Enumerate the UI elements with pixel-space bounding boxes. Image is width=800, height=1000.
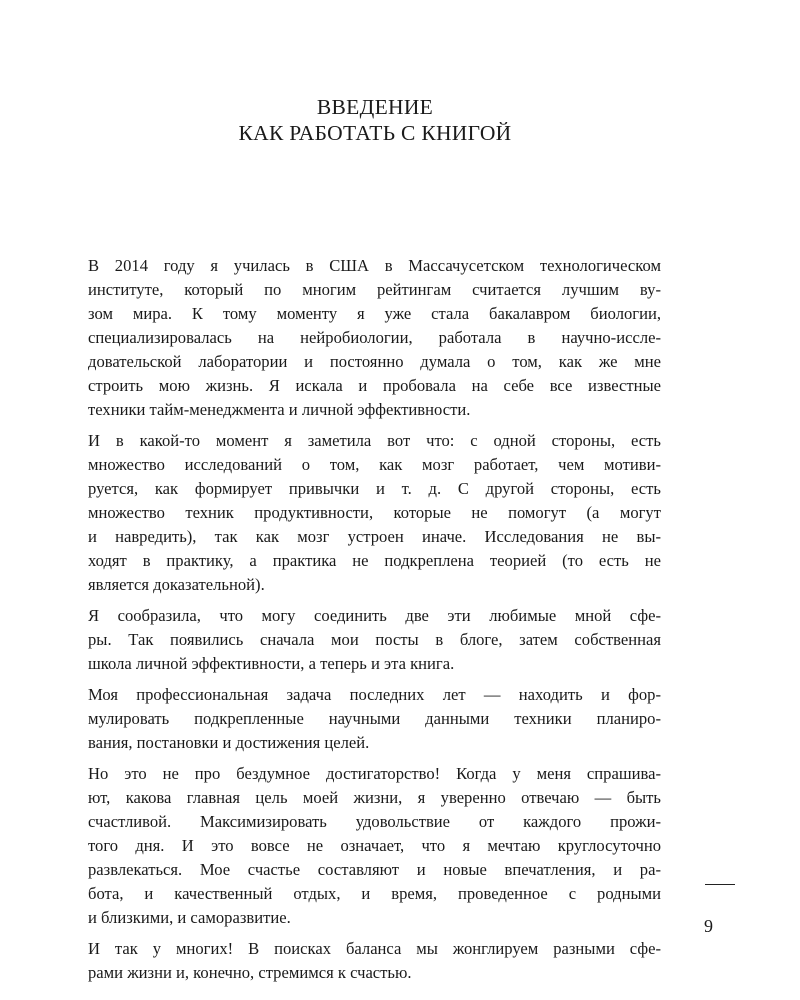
paragraph [88,254,661,422]
text-line: множество исследований о том, как мозг работает, чем мотиви- [88,455,661,474]
text-line: ры. Так появились сначала мои посты в блоге, затем собственная [88,630,661,649]
text-line: вания, постановки и достижения целей. [88,733,370,752]
text-line: институте, который по многим рейтингам считается лучшим ву- [88,280,661,299]
text-line: зом мира. К тому моменту я уже стала бакалавром биологии, [88,304,661,323]
paragraph [88,762,661,930]
paragraph [88,429,661,597]
text-line: строить мою жизнь. Я искала и пробовала на себе все известные [88,376,661,395]
text-line: техники тайм-менеджмента и личной эффективности. [88,400,471,419]
text-line: множество техник продуктивности, которые не помогут (а могут [88,503,661,522]
text-line: школа личной эффективности, а теперь и эта книга. [88,654,455,673]
paragraph [88,683,661,755]
paragraph [88,604,661,676]
text-line: И в какой-то момент я заметила вот что: с одной стороны, есть [88,431,661,450]
text-line: И так у многих! В поисках баланса мы жонглируем разными сфе- [88,939,661,958]
text-line: бота, и качественный отдых, и время, проведенное с родными [88,884,661,903]
text-line: Моя профессиональная задача последних лет — находить и фор- [88,685,661,704]
text-line: счастливой. Максимизировать удовольствие от каждого прожи- [88,812,661,831]
paragraph [88,937,661,985]
text-line: руется, как формирует привычки и т. д. С другой стороны, есть [88,479,661,498]
text-line: рами жизни и, конечно, стремимся к счастью. [88,963,412,982]
text-line: мулировать подкрепленные научными данными техники планиро- [88,709,661,728]
chapter-title-line-1: ВВЕДЕНИЕ [316,95,434,119]
text-line: специализировалась на нейробиологии, работала в научно-иссле- [88,328,661,347]
text-line: того дня. И это вовсе не означает, что я мечтаю круглосуточно [88,836,661,855]
text-line: является доказательной). [88,575,265,594]
text-line: ют, какова главная цель моей жизни, я уверенно отвечаю — быть [88,788,661,807]
body-text [88,254,661,992]
text-line: и навредить), так как мозг устроен иначе. Исследования не вы- [88,527,661,546]
text-line: Но это не про бездумное достигаторство! Когда у меня спрашива- [88,764,661,783]
text-line: Я сообразила, что могу соединить две эти любимые мной сфе- [88,606,661,625]
text-line: довательской лаборатории и постоянно думала о том, как же мне [88,352,661,371]
text-line: развлекаться. Мое счастье составляют и новые впечатления, и ра- [88,860,661,879]
page-number: 9 [704,916,713,936]
text-line: В 2014 году я училась в США в Массачусетском технологическом [88,256,661,275]
chapter-title-line-2: КАК РАБОТАТЬ С КНИГОЙ [238,121,512,145]
footer-rule [705,884,735,885]
text-line: ходят в практику, а практика не подкреплена теорией (то есть не [88,551,661,570]
text-line: и близкими, и саморазвитие. [88,908,291,927]
